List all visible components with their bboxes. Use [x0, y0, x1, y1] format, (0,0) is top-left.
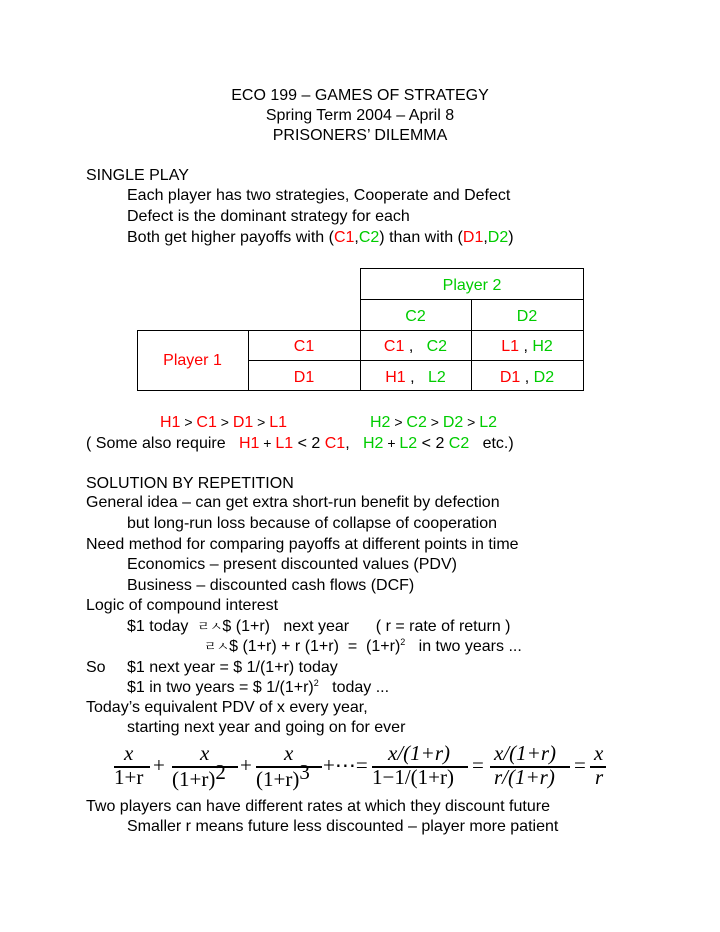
doc-title: ECO 199 – GAMES OF STRATEGY — [231, 87, 489, 104]
num-x: x — [200, 741, 210, 765]
c1: C1 — [324, 435, 346, 452]
l1: L1 — [275, 435, 294, 452]
c1: C1 — [196, 414, 217, 431]
gt: > — [216, 414, 233, 430]
h1: H1 — [238, 435, 260, 452]
equals: = — [574, 753, 586, 777]
col-c2: C2 — [405, 308, 426, 325]
exponent: 3 — [299, 760, 310, 784]
gt: > — [390, 414, 407, 430]
d1: D1 — [232, 414, 254, 431]
text: Both get higher payoffs with ( — [127, 229, 334, 246]
h2: H2 — [362, 435, 384, 452]
closing-line1: Two players can have different rates at which they discount future — [86, 798, 550, 815]
payoff: H1 — [385, 369, 406, 386]
text: in two years ... — [405, 638, 522, 655]
single-play-line2: Defect is the dominant strategy for each — [127, 208, 410, 225]
text: $1 in two years = $ 1/(1+r) — [127, 679, 314, 696]
den-cubed — [256, 760, 310, 791]
num-x: x — [594, 741, 604, 765]
repetition-line12: starting next year and going on for ever — [127, 719, 406, 736]
text: , — [483, 229, 488, 246]
so-label: So — [86, 659, 106, 676]
repetition-line8 — [204, 637, 522, 657]
l2: L2 — [479, 414, 498, 431]
payoff: L2 — [427, 369, 446, 386]
sep: , — [404, 338, 427, 355]
l2: L2 — [399, 435, 418, 452]
d2: D2 — [442, 414, 464, 431]
repetition-heading: SOLUTION BY REPETITION — [86, 475, 294, 492]
sep: , — [405, 369, 428, 386]
repetition-line7 — [127, 617, 511, 637]
repetition-line5: Business – discounted cash flows (DCF) — [127, 577, 415, 594]
plus: + — [153, 753, 165, 777]
payoff-c1-c2 — [360, 337, 471, 357]
payoff: L1 — [501, 338, 519, 355]
strategy-d2: D2 — [487, 229, 509, 246]
row-c1: C1 — [293, 338, 315, 355]
num-x: x — [284, 741, 294, 765]
gt: > — [463, 414, 480, 430]
ellipsis-equals: +⋯= — [323, 753, 368, 777]
num-frac: x/(1+r) — [494, 741, 556, 765]
text: ) — [508, 229, 514, 246]
h2: H2 — [370, 414, 391, 431]
num-x: x — [124, 741, 134, 765]
repetition-line11: Today’s equivalent PDV of x every year, — [86, 699, 368, 716]
repetition-line10 — [127, 678, 389, 698]
repetition-line3: Need method for comparing payoffs at different points in time — [86, 536, 519, 553]
text: ( Some also require — [86, 435, 239, 452]
text: $ (1+r) + r (1+r) = (1+r) — [229, 638, 401, 655]
single-play-line3 — [127, 228, 514, 248]
exponent: 2 — [215, 760, 226, 784]
num-frac: x/(1+r) — [388, 741, 450, 765]
gt: > — [180, 414, 197, 430]
text: $1 today — [127, 618, 198, 635]
player1-label: Player 1 — [163, 352, 222, 369]
repetition-line2: but long-run loss because of collapse of cooperation — [127, 515, 498, 532]
repetition-line4: Economics – present discounted values (PDV) — [127, 556, 457, 573]
equals: = — [472, 753, 484, 777]
ranking-player2 — [370, 412, 497, 433]
row-d1: D1 — [293, 369, 315, 386]
plus: + — [259, 435, 276, 451]
ranking-player1 — [160, 412, 287, 433]
gt: > — [426, 414, 443, 430]
payoff-d1-d2 — [471, 368, 583, 388]
single-play-line1: Each player has two strategies, Cooperate and Defect — [127, 187, 511, 204]
payoff: H2 — [532, 338, 553, 355]
text: today ... — [318, 679, 390, 696]
col-d2: D2 — [516, 308, 538, 325]
payoff: C2 — [426, 338, 448, 355]
repetition-line1: General idea – can get extra short-run benefit by defection — [86, 494, 500, 511]
payoff-c1-d2 — [471, 337, 583, 357]
text: etc.) — [469, 435, 514, 452]
text: , — [354, 229, 359, 246]
den-r-frac: r/(1+r) — [494, 765, 555, 789]
strategy-c2: C2 — [358, 229, 380, 246]
payoff: D1 — [499, 369, 521, 386]
text: ) than with ( — [379, 229, 463, 246]
h1: H1 — [160, 414, 181, 431]
repetition-line9: $1 next year = $ 1/(1+r) today — [127, 659, 338, 676]
repetition-line6: Logic of compound interest — [86, 597, 279, 614]
doc-topic: PRISONERS’ DILEMMA — [272, 127, 448, 144]
exponent: 2 — [400, 637, 406, 647]
c2: C2 — [406, 414, 427, 431]
closing-line2: Smaller r means future less discounted – player more patient — [127, 818, 559, 835]
arrow-icon: ㄹㅅ — [197, 619, 223, 634]
den-squared — [172, 760, 226, 791]
strategy-c1: C1 — [333, 229, 355, 246]
payoff-d1-c2 — [360, 368, 471, 388]
payoff: C1 — [383, 338, 405, 355]
lt: < 2 — [417, 435, 449, 452]
doc-term: Spring Term 2004 – April 8 — [265, 107, 455, 124]
plus: + — [240, 753, 252, 777]
den-r: r — [595, 765, 604, 789]
base: (1+r) — [256, 767, 300, 791]
c2: C2 — [448, 435, 470, 452]
player2-label: Player 2 — [442, 277, 502, 294]
sep: , — [520, 369, 534, 386]
lt: < 2 — [293, 435, 325, 452]
payoff: D2 — [533, 369, 555, 386]
sep: , — [519, 338, 533, 355]
base: (1+r) — [172, 767, 216, 791]
den-one-plus-r: 1+r — [114, 765, 144, 789]
ranking-requirement — [86, 433, 514, 454]
gt: > — [253, 414, 270, 430]
arrow-icon: ㄹㅅ — [204, 639, 230, 654]
comma: , — [345, 435, 363, 452]
l1: L1 — [269, 414, 288, 431]
single-play-heading: SINGLE PLAY — [86, 167, 189, 184]
exponent: 2 — [313, 678, 319, 688]
text: $ (1+r) next year ( r = rate of return ) — [222, 618, 511, 635]
strategy-d1: D1 — [462, 229, 484, 246]
den-geometric: 1−1/(1+r) — [372, 765, 455, 789]
plus: + — [383, 435, 400, 451]
